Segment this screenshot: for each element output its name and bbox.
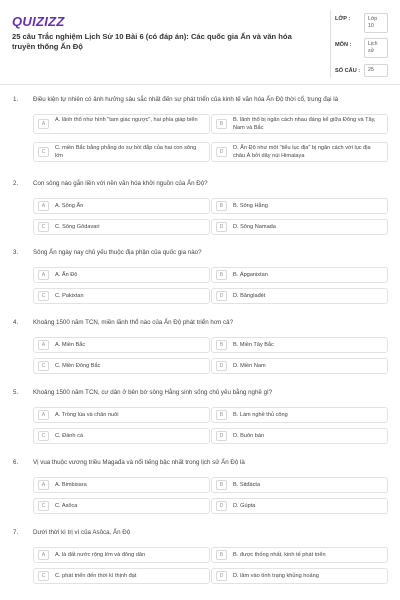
option-letter: D xyxy=(216,361,227,371)
option-a[interactable] xyxy=(33,407,210,423)
option-text: A. Miền Bắc xyxy=(55,341,86,348)
question-text: Con sông nào gắn liền với nền văn hóa khởi nguồn của Ấn Độ? xyxy=(33,180,208,187)
option-text: A. là đất nước rộng lớn và đông dân xyxy=(55,551,146,558)
option-letter: B xyxy=(216,270,227,280)
option-d[interactable] xyxy=(211,498,388,514)
option-a[interactable] xyxy=(33,547,210,563)
option-c[interactable] xyxy=(33,428,210,444)
option-a[interactable] xyxy=(33,477,210,493)
class-field[interactable]: Lớp 10 xyxy=(364,13,388,33)
question-number: 4. xyxy=(13,319,19,326)
option-text: B. Sitđácta xyxy=(233,481,261,488)
question-number: 3. xyxy=(13,249,19,256)
option-text: D. Buôn bán xyxy=(233,432,265,439)
option-letter: C xyxy=(38,501,49,511)
option-letter: A xyxy=(38,410,49,420)
question-text: Dưới thời kì trị vì của Asôca, Ấn Độ xyxy=(33,529,131,536)
option-letter: B xyxy=(216,410,227,420)
option-b[interactable] xyxy=(211,477,388,493)
option-letter: A xyxy=(38,340,49,350)
option-letter: A xyxy=(38,480,49,490)
option-d[interactable] xyxy=(211,428,388,444)
option-text: C. Miền Đông Bắc xyxy=(55,362,101,369)
page-title: 25 câu Trắc nghiệm Lịch Sử 10 Bài 6 (có đáp án): Các quốc gia Ấn và văn hóa truyền thống Ấn Độ xyxy=(12,32,292,51)
question-count-label: SỐ CÂU : xyxy=(335,68,361,74)
worksheet-header xyxy=(0,0,400,85)
option-letter: A xyxy=(38,119,49,129)
option-text: D. Miền Nam xyxy=(233,362,266,369)
option-text: C. Pakixtan xyxy=(55,292,84,299)
option-letter: C xyxy=(38,147,49,157)
option-letter: B xyxy=(216,550,227,560)
option-c[interactable] xyxy=(33,568,210,584)
option-letter: B xyxy=(216,480,227,490)
option-letter: D xyxy=(216,291,227,301)
option-d[interactable] xyxy=(211,358,388,374)
question-number: 7. xyxy=(13,529,19,536)
option-letter: D xyxy=(216,501,227,511)
option-letter: B xyxy=(216,340,227,350)
option-text: C. phát triển đến thời kì thịnh đạt xyxy=(55,572,137,579)
question-text: Sông Ấn ngày nay chủ yếu thuộc địa phận của quốc gia nào? xyxy=(33,249,202,256)
option-d[interactable] xyxy=(211,288,388,304)
option-text: B. được thống nhất, kinh tế phát triển xyxy=(233,551,326,558)
option-letter: C xyxy=(38,571,49,581)
option-letter: D xyxy=(216,222,227,232)
question-number: 5. xyxy=(13,389,19,396)
subject-label: MÔN : xyxy=(335,42,352,48)
option-text: C. Asôca xyxy=(55,502,78,509)
option-a[interactable] xyxy=(33,267,210,283)
option-text: B. Miền Tây Bắc xyxy=(233,341,274,348)
option-b[interactable] xyxy=(211,407,388,423)
header-separator xyxy=(0,84,400,85)
option-letter: B xyxy=(216,201,227,211)
option-text: B. Làm nghề thủ công xyxy=(233,411,288,418)
option-text: C. miền Bắc bằng phẳng do sự bồi đắp của hai con sông lớn xyxy=(55,145,197,159)
option-text: A. lãnh thổ như hình "tam giác ngược", hai phía giáp biển xyxy=(55,117,198,123)
option-letter: C xyxy=(38,431,49,441)
option-text: C. Sông Gôdavari xyxy=(55,223,100,230)
option-text: B. Ápganixtan xyxy=(233,271,268,278)
option-letter: B xyxy=(216,119,227,129)
question-text: Khoảng 1500 năm TCN, miền lãnh thổ nào của Ấn Độ phát triển hơn cả? xyxy=(33,319,234,326)
option-text: A. Trồng lúa và chăn nuôi xyxy=(55,411,119,418)
option-text: C. Đánh cá xyxy=(55,432,83,439)
option-text: D. Sông Namada xyxy=(233,223,276,230)
quizizz-logo[interactable]: QUIZIZZ xyxy=(12,14,65,29)
question-text: Khoảng 1500 năm TCN, cư dân ở bên bờ sông Hằng sinh sống chủ yếu bằng nghề gì? xyxy=(33,389,273,396)
option-letter: D xyxy=(216,431,227,441)
option-letter: A xyxy=(38,550,49,560)
option-text: B. lãnh thổ bị ngăn cách nhau đáng kể giữa Đông và Tây, Nam và Bắc xyxy=(233,117,376,131)
option-text: D. lâm vào tình trạng khủng hoảng xyxy=(233,572,319,579)
option-d[interactable] xyxy=(211,568,388,584)
option-text: D. Bănglađét xyxy=(233,292,266,299)
option-a[interactable] xyxy=(33,198,210,214)
class-label: LỚP : xyxy=(335,16,351,22)
option-b[interactable] xyxy=(211,337,388,353)
option-c[interactable] xyxy=(33,498,210,514)
option-d[interactable] xyxy=(211,219,388,235)
option-letter: C xyxy=(38,361,49,371)
header-divider xyxy=(330,10,331,78)
option-a[interactable] xyxy=(33,337,210,353)
option-text: D. Gúpta xyxy=(233,502,256,509)
question-text: Vị vua thuộc vương triều Magađa và nổi tiếng bậc nhất trong lịch sử Ấn Độ là xyxy=(33,459,245,466)
question-text: Điều kiện tự nhiên có ảnh hưởng sâu sắc nhất đến sự phát triển của kinh tế văn hóa Ấn Độ thời cổ, trung đại là xyxy=(33,96,339,103)
option-c[interactable] xyxy=(33,219,210,235)
option-letter: A xyxy=(38,270,49,280)
option-b[interactable] xyxy=(211,114,388,134)
question-number: 6. xyxy=(13,459,19,466)
option-b[interactable] xyxy=(211,198,388,214)
question-number: 1. xyxy=(13,96,19,103)
option-text: D. Ấn Độ như một "tiểu lục địa" bị ngăn cách với lục địa châu Á bởi dãy núi Himalaya xyxy=(233,145,371,159)
option-letter: A xyxy=(38,201,49,211)
option-letter: C xyxy=(38,291,49,301)
option-b[interactable] xyxy=(211,547,388,563)
option-c[interactable] xyxy=(33,142,210,162)
option-text: A. Ấn Độ xyxy=(55,271,78,278)
question-count-field[interactable]: 25 xyxy=(364,64,388,77)
option-c[interactable] xyxy=(33,358,210,374)
option-c[interactable] xyxy=(33,288,210,304)
question-number: 2. xyxy=(13,180,19,187)
option-text: A. Bimbisara xyxy=(55,481,87,488)
option-b[interactable] xyxy=(211,267,388,283)
option-letter: D xyxy=(216,147,227,157)
subject-field[interactable]: Lịch sử xyxy=(364,38,388,58)
option-text: B. Sông Hằng xyxy=(233,202,268,209)
option-d[interactable] xyxy=(211,142,388,162)
option-a[interactable] xyxy=(33,114,210,134)
option-letter: D xyxy=(216,571,227,581)
option-text: A. Sông Ấn xyxy=(55,202,84,209)
option-letter: C xyxy=(38,222,49,232)
